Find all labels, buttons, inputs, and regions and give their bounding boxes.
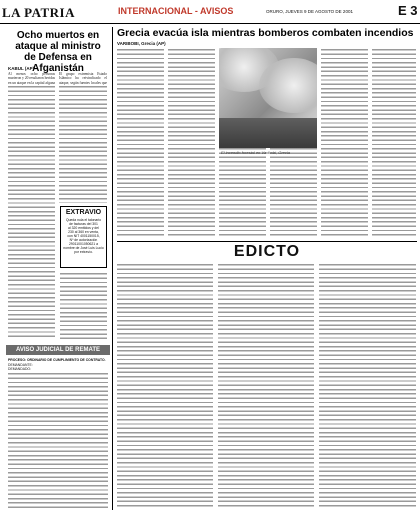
- edicto-title: EDICTO: [233, 243, 301, 260]
- section-title: INTERNACIONAL - AVISOS: [118, 6, 234, 16]
- left-col2-lead: El grupo extremista Estado Islámico ha reivindicado el ataque, según fuentes locales que: [59, 72, 107, 85]
- left-col2-text-continued: [60, 272, 107, 340]
- left-col1-lead: Al menos ocho personas murieron y 20 resultaron heridas en un ataque en la capital afgana: [8, 72, 55, 85]
- edicto-col3-text: [319, 263, 416, 509]
- fire-photo: [219, 48, 317, 148]
- masthead: LA PATRIA: [2, 5, 75, 20]
- remate-title: AVISO JUDICIAL DE REMATE: [6, 345, 110, 355]
- edicto-rule: [117, 241, 417, 242]
- remate-lead: PROCESO: ORDINARIO DE CUMPLIMIENTO DE CONTRATO.: [8, 358, 106, 362]
- right-byline: VARIBOBI, Grecia (AP): [117, 41, 166, 46]
- column-divider: [112, 27, 113, 510]
- hillside: [219, 118, 317, 148]
- left-col1-text: [8, 85, 55, 340]
- page-number: E 3: [398, 3, 418, 18]
- left-headline: Ocho muertos en ataque al ministro de Defensa en Afganistán: [15, 30, 101, 74]
- remate-demandado: DEMANDADO:: [8, 367, 31, 371]
- extravio-text: Queda nula el talonario de facturas del 301 al 320 emitidos y del 230 al 360 en venta, con NIT 4001150015, Nº de autorización 29011001050621 a nombre de José Luis Lucio por extravío.: [63, 218, 104, 254]
- remate-text: [8, 372, 108, 508]
- left-byline: KABUL (AP): [8, 66, 35, 71]
- edicto-col2-text: [218, 263, 314, 509]
- photo-caption: El incendio forestal en Varibobi, Grecia: [221, 150, 290, 155]
- remate-demandante: DEMANDANTE:: [8, 363, 33, 367]
- edicto-col1-text: [117, 263, 213, 509]
- right-col5-text: [321, 48, 368, 238]
- left-col2-text: [59, 85, 107, 203]
- extravio-notice: [60, 206, 107, 268]
- dateline: ORURO, JUEVES 9 DE AGOSTO DE 2001: [266, 9, 353, 14]
- right-col2-text: [168, 48, 215, 238]
- right-col1-text: [117, 48, 164, 238]
- smoke-shape: [259, 58, 317, 113]
- right-col6-text: [372, 48, 416, 238]
- right-headline: Grecia evacúa isla mientras bomberos combaten incendios: [117, 27, 414, 39]
- extravio-title: EXTRAVIO: [65, 209, 102, 216]
